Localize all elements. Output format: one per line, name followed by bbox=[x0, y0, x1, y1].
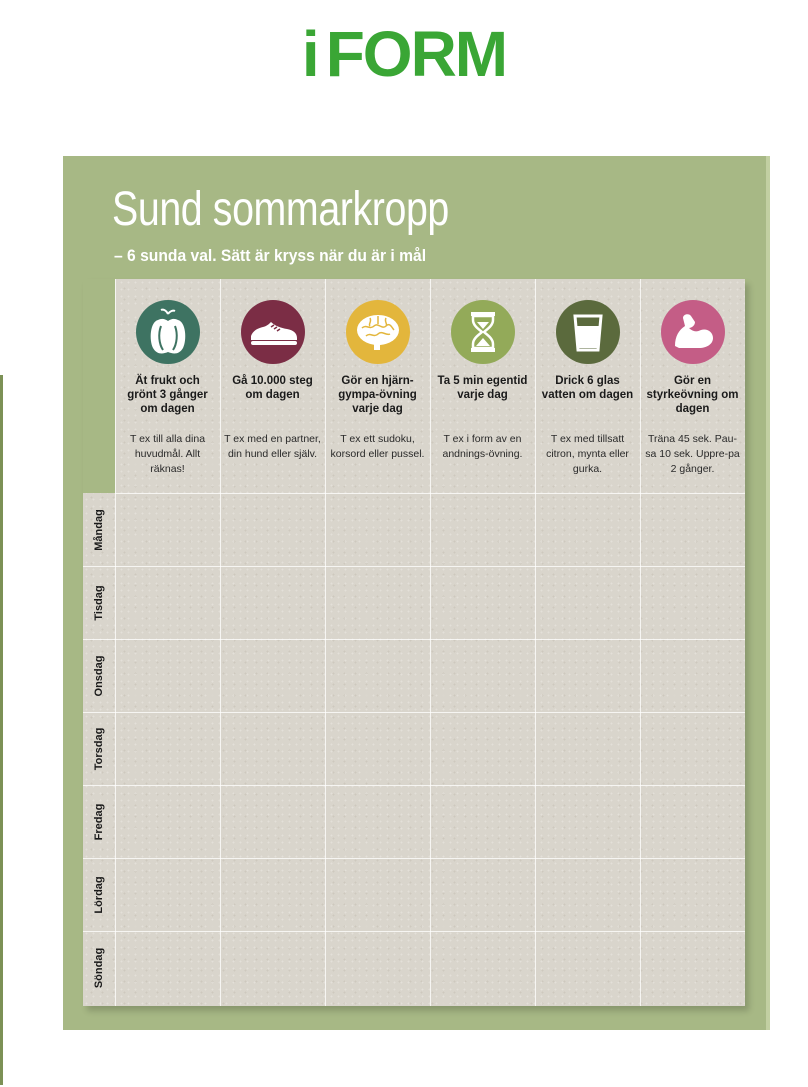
day-row-sunday bbox=[83, 931, 115, 1004]
grid-line bbox=[535, 279, 536, 1006]
hint-text: T ex i form av en andnings-övning. bbox=[442, 433, 523, 460]
day-label: Måndag bbox=[93, 508, 105, 551]
column-water bbox=[535, 279, 640, 493]
board-corner bbox=[83, 279, 115, 493]
column-metime bbox=[430, 279, 535, 493]
page-title: Sund sommarkropp bbox=[112, 183, 449, 236]
goal-text: Gör en hjärn-gympa-övning varje dag bbox=[338, 375, 417, 415]
grid-line bbox=[640, 279, 641, 1006]
left-edge-strip bbox=[0, 375, 3, 1085]
day-label: Onsdag bbox=[93, 655, 105, 696]
hourglass-icon bbox=[451, 300, 515, 364]
iform-logo bbox=[0, 18, 808, 90]
page-subtitle: – 6 sunda val. Sätt är kryss när du är i mål bbox=[114, 246, 427, 265]
day-label: Lördag bbox=[93, 875, 105, 914]
day-row-monday bbox=[83, 493, 115, 566]
day-label: Fredag bbox=[93, 803, 105, 840]
goal-text: Ät frukt och grönt 3 gånger om dagen bbox=[127, 375, 208, 415]
grid-line bbox=[115, 931, 745, 932]
hint-text: T ex till alla dina huvudmål. Allt räknas! bbox=[129, 433, 206, 475]
right-edge-strip bbox=[766, 156, 770, 1030]
grid-line bbox=[115, 858, 745, 859]
goal-text: Gå 10.000 steg om dagen bbox=[232, 375, 313, 401]
hint-text: Träna 45 sek. Pau-sa 10 sek. Uppre-pa 2 gånger. bbox=[645, 433, 740, 475]
day-label: Torsdag bbox=[93, 727, 105, 770]
grid-line bbox=[115, 493, 745, 494]
column-strength bbox=[640, 279, 745, 493]
sneaker-icon bbox=[241, 300, 305, 364]
day-row-friday bbox=[83, 785, 115, 858]
brain-icon bbox=[346, 300, 410, 364]
goal-text: Ta 5 min egentid varje dag bbox=[437, 375, 528, 401]
grid-line bbox=[115, 639, 745, 640]
grid-line bbox=[115, 279, 116, 1006]
day-label: Tisdag bbox=[93, 584, 105, 621]
grid-line bbox=[115, 785, 745, 786]
day-row-tuesday bbox=[83, 566, 115, 639]
hint-text: T ex med en partner, din hund eller själv. bbox=[224, 433, 321, 460]
grid-line bbox=[115, 712, 745, 713]
glass-icon bbox=[556, 300, 620, 364]
goal-text: Drick 6 glas vatten om dagen bbox=[541, 375, 634, 401]
logo-form: FORM bbox=[325, 18, 507, 90]
pepper-icon bbox=[136, 300, 200, 364]
logo-i: i bbox=[301, 18, 318, 90]
biceps-icon bbox=[661, 300, 725, 364]
column-brain bbox=[325, 279, 430, 493]
grid-line bbox=[115, 566, 745, 567]
day-label: Söndag bbox=[93, 947, 105, 988]
column-fruit bbox=[115, 279, 220, 493]
column-steps bbox=[220, 279, 325, 493]
day-row-saturday bbox=[83, 858, 115, 931]
day-row-wednesday bbox=[83, 639, 115, 712]
hint-text: T ex ett sudoku, korsord eller pussel. bbox=[330, 433, 425, 460]
grid-line bbox=[220, 279, 221, 1006]
hint-text: T ex med tillsatt citron, mynta eller gurka. bbox=[546, 433, 629, 475]
goal-text: Gör en styrkeövning om dagen bbox=[646, 375, 739, 415]
day-row-thursday bbox=[83, 712, 115, 785]
grid-line bbox=[430, 279, 431, 1006]
grid-line bbox=[325, 279, 326, 1006]
